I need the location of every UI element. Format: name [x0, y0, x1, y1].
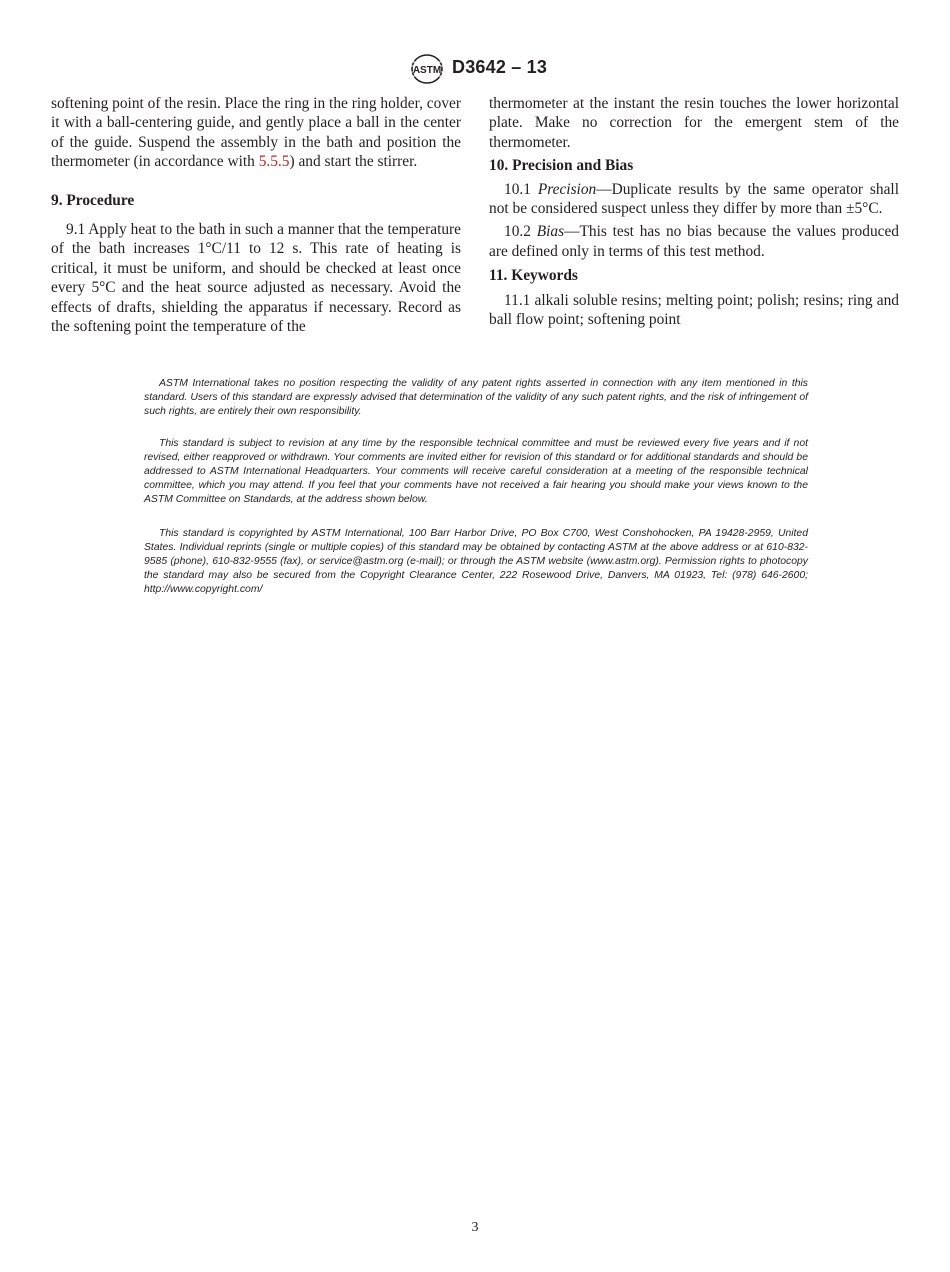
astm-logo-icon: [409, 53, 445, 85]
page-number: 3: [471, 1220, 479, 1235]
continued-paragraph-right: thermometer at the instant the resin touches the lower horizontal plate. Make no correction for the emergent stem of the thermometer.: [489, 95, 899, 151]
patent-notice: [144, 377, 808, 419]
copyright-notice: [144, 527, 808, 597]
paragraph-text: —This test has no bias because the values produced are defined only in terms of this test method.: [489, 223, 899, 260]
left-column: [51, 94, 461, 336]
paragraph-10-2: [489, 222, 899, 261]
paragraph-number: 10.1: [504, 180, 531, 198]
section-heading-precision-bias: 10. Precision and Bias: [489, 157, 634, 175]
section-heading-procedure: 9. Procedure: [51, 191, 135, 209]
paragraph-10-1: [489, 180, 899, 219]
page-header: [0, 53, 950, 87]
paragraph-text: —Duplicate results by the same operator shall not be considered suspect unless they differ by more than ±5°C.: [489, 180, 899, 218]
section-link-5-5-5[interactable]: 5.5.5: [258, 153, 290, 171]
paragraph-term: Precision: [537, 180, 597, 198]
right-column: [489, 94, 899, 329]
revision-notice: [144, 437, 808, 507]
patent-notice-text: ASTM International takes no position respecting the validity of any patent rights asserted in connection with any item mentioned in this standard. Users of this standard are expressly advised that determination of the validity of any such patent rights, and the risk of infringement of such rights, are entirely their own responsibility.: [144, 378, 808, 417]
paragraph-term: Bias: [536, 223, 565, 241]
paragraph-text: softening point of the resin. Place the ring in the ring holder, cover it with a ball-centering guide, and gently place a ball in the center of the guide. Suspend the assembly in the bath and position the thermometer (in accordance with: [51, 95, 461, 171]
paragraph-9-1: 9.1 Apply heat to the bath in such a manner that the temperature of the bath increases 1°C/11 to 12 s. This rate of heating is critical, it must be uniform, and should be checked at least once every 5°C and the heat source adjusted as necessary. Avoid the effects of drafts, shielding the apparatus if necessary. Record as the softening point the temperature of the: [51, 221, 461, 336]
continued-paragraph-left: [51, 94, 461, 172]
document-designation: D3642 – 13: [452, 57, 548, 77]
logo-text: ASTM: [412, 65, 442, 76]
section-heading-keywords: 11. Keywords: [489, 267, 578, 285]
paragraph-11-1: 11.1 alkali soluble resins; melting point; polish; resins; ring and ball flow point; softening point: [489, 291, 899, 329]
paragraph-text: ) and start the stirrer.: [289, 153, 418, 171]
paragraph-number: 10.2: [504, 223, 531, 241]
revision-notice-text: This standard is subject to revision at any time by the responsible technical committee and must be reviewed every five years and if not revised, either reapproved or withdrawn. Your comments are invited either for revision of this standard or for additional standards and should be addressed to ASTM International Headquarters. Your comments will receive careful consideration at a meeting of the responsible technical committee, which you may attend. If you feel that your comments have not received a fair hearing you should make your views known to the ASTM Committee on Standards, at the address shown below.: [144, 438, 808, 505]
copyright-notice-text: This standard is copyrighted by ASTM International, 100 Barr Harbor Drive, PO Box C700, West Conshohocken, PA 19428-2959, United States. Individual reprints (single or multiple copies) of this standard may be obtained by contacting ASTM at the above address or at 610-832-9585 (phone), 610-832-9555 (fax), or service@astm.org (e-mail); or through the ASTM website (www.astm.org). Permission rights to photocopy the standard may also be secured from the Copyright Clearance Center, 222 Rosewood Drive, Danvers, MA 01923, Tel: (978) 646-2600; http://www.copyright.com/: [144, 528, 808, 595]
